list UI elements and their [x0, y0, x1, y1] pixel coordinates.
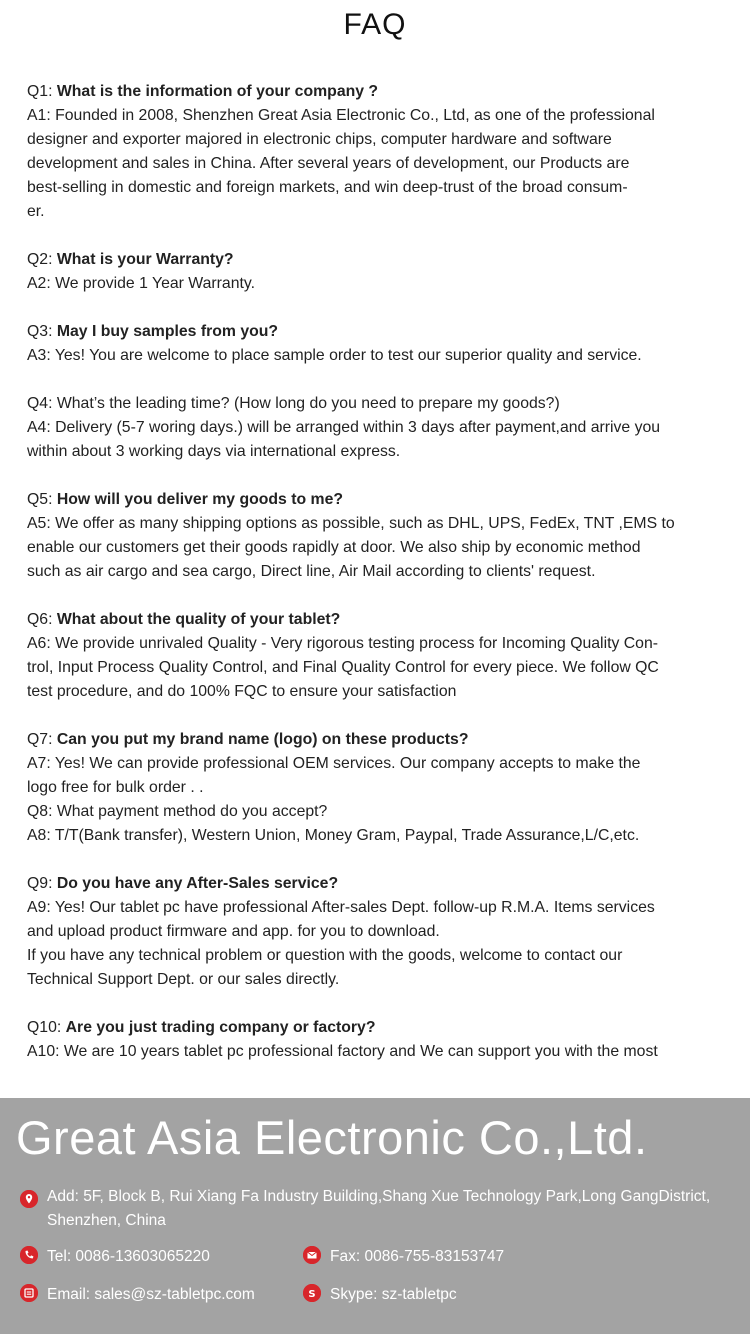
fax-number: Fax: 0086-755-83153747 [330, 1248, 505, 1265]
question-number: Q3: [27, 323, 57, 340]
faq-answer-line: A2: We provide 1 Year Warranty. [27, 275, 255, 292]
faq-spacer [27, 704, 732, 728]
address-line-1: Add: 5F, Block B, Rui Xiang Fa Industry Building,Shang Xue Technology Park,Long GangDistrict, [47, 1188, 711, 1205]
faq-question [27, 872, 732, 896]
question-text: Can you put my brand name (logo) on these products? [56, 731, 469, 748]
question-number: Q6: [27, 611, 57, 628]
question-text: What is your Warranty? [56, 251, 234, 268]
faq-list [27, 80, 732, 1064]
faq-answer-line: A3: Yes! You are welcome to place sample order to test our superior quality and service. [27, 347, 642, 364]
faq-answer-line: best-selling in domestic and foreign markets, and win deep-trust of the broad consum- [27, 179, 628, 196]
faq-spacer [27, 368, 732, 392]
faq-answer-line: A7: Yes! We can provide professional OEM services. Our company accepts to make the [27, 755, 641, 772]
faq-answer-line: development and sales in China. After several years of development, our Products are [27, 155, 630, 172]
faq-answer-line: logo free for bulk order . . [27, 779, 204, 796]
faq-spacer [27, 224, 732, 248]
faq-spacer [27, 992, 732, 1016]
question-number: Q5: [27, 491, 57, 508]
faq-answer-line: and upload product firmware and app. for you to download. [27, 923, 440, 940]
faq-question [27, 728, 732, 752]
question-text: Do you have any After-Sales service? [56, 875, 339, 892]
faq-spacer [27, 296, 732, 320]
faq-answer-line: A1: Founded in 2008, Shenzhen Great Asia Electronic Co., Ltd, as one of the professional [27, 107, 655, 124]
faq-answer-line: Technical Support Dept. or our sales directly. [27, 971, 340, 988]
faq-spacer [27, 584, 732, 608]
question-text: How will you deliver my goods to me? [56, 491, 344, 508]
question-text: May I buy samples from you? [56, 323, 279, 340]
faq-answer-line: Q8: What payment method do you accept? [27, 803, 328, 820]
tel-number: Tel: 0086-13603065220 [47, 1248, 210, 1265]
question-number: Q1: [27, 83, 57, 100]
faq-answer-line: A5: We offer as many shipping options as possible, such as DHL, UPS, FedEx, TNT ,EMS to [27, 515, 675, 532]
company-footer [0, 1098, 750, 1334]
question-number: Q9: [27, 875, 57, 892]
question-text: Are you just trading company or factory? [65, 1019, 376, 1036]
address-line-2: Shenzhen, China [47, 1212, 166, 1229]
faq-answer-line: A10: We are 10 years tablet pc professional factory and We can support you with the most [27, 1043, 658, 1060]
question-number: Q7: [27, 731, 57, 748]
question-text: What’s the leading time? (How long do you need to prepare my goods?) [56, 395, 560, 412]
faq-question [27, 80, 732, 104]
faq-answer-line: designer and exporter majored in electronic chips, computer hardware and software [27, 131, 612, 148]
faq-spacer [27, 848, 732, 872]
faq-answer-line: A6: We provide unrivaled Quality - Very rigorous testing process for Incoming Quality Con- [27, 635, 658, 652]
faq-question [27, 320, 732, 344]
question-number: Q4: [27, 395, 57, 412]
page-title: FAQ [343, 8, 407, 41]
question-text: What about the quality of your tablet? [56, 611, 341, 628]
skype-icon [303, 1284, 321, 1302]
faq-answer-line: A8: T/T(Bank transfer), Western Union, Money Gram, Paypal, Trade Assurance,L/C,etc. [27, 827, 640, 844]
faq-answer-line: er. [27, 203, 45, 220]
faq-spacer [27, 464, 732, 488]
faq-answer-line: test procedure, and do 100% FQC to ensure your satisfaction [27, 683, 457, 700]
faq-question [27, 608, 732, 632]
faq-answer-line: A9: Yes! Our tablet pc have professional After-sales Dept. follow-up R.M.A. Items services [27, 899, 655, 916]
faq-question [27, 392, 732, 416]
faq-question [27, 1016, 732, 1040]
skype-id: Skype: sz-tabletpc [330, 1286, 457, 1303]
phone-icon [20, 1246, 38, 1264]
faq-answer-line: enable our customers get their goods rapidly at door. We also ship by economic method [27, 539, 641, 556]
faq-answer-line: A4: Delivery (5-7 woring days.) will be arranged within 3 days after payment,and arrive you [27, 419, 661, 436]
faq-question [27, 248, 732, 272]
svg-text:S: S [308, 1288, 316, 1300]
faq-answer-line: trol, Input Process Quality Control, and Final Quality Control for every piece. We follow QC [27, 659, 659, 676]
company-name: Great Asia Electronic Co.,Ltd. [16, 1111, 648, 1164]
question-number: Q2: [27, 251, 57, 268]
faq-answer-line: within about 3 working days via international express. [27, 443, 401, 460]
faq-answer-line: such as air cargo and sea cargo, Direct line, Air Mail according to clients' request. [27, 563, 596, 580]
email-icon [20, 1284, 38, 1302]
location-pin-icon [20, 1190, 38, 1208]
faq-answer-line: If you have any technical problem or question with the goods, welcome to contact our [27, 947, 623, 964]
question-number: Q10: [27, 1019, 66, 1036]
faq-question [27, 488, 732, 512]
question-text: What is the information of your company ? [56, 83, 379, 100]
email-address: Email: sales@sz-tabletpc.com [47, 1286, 255, 1303]
fax-envelope-icon [303, 1246, 321, 1264]
